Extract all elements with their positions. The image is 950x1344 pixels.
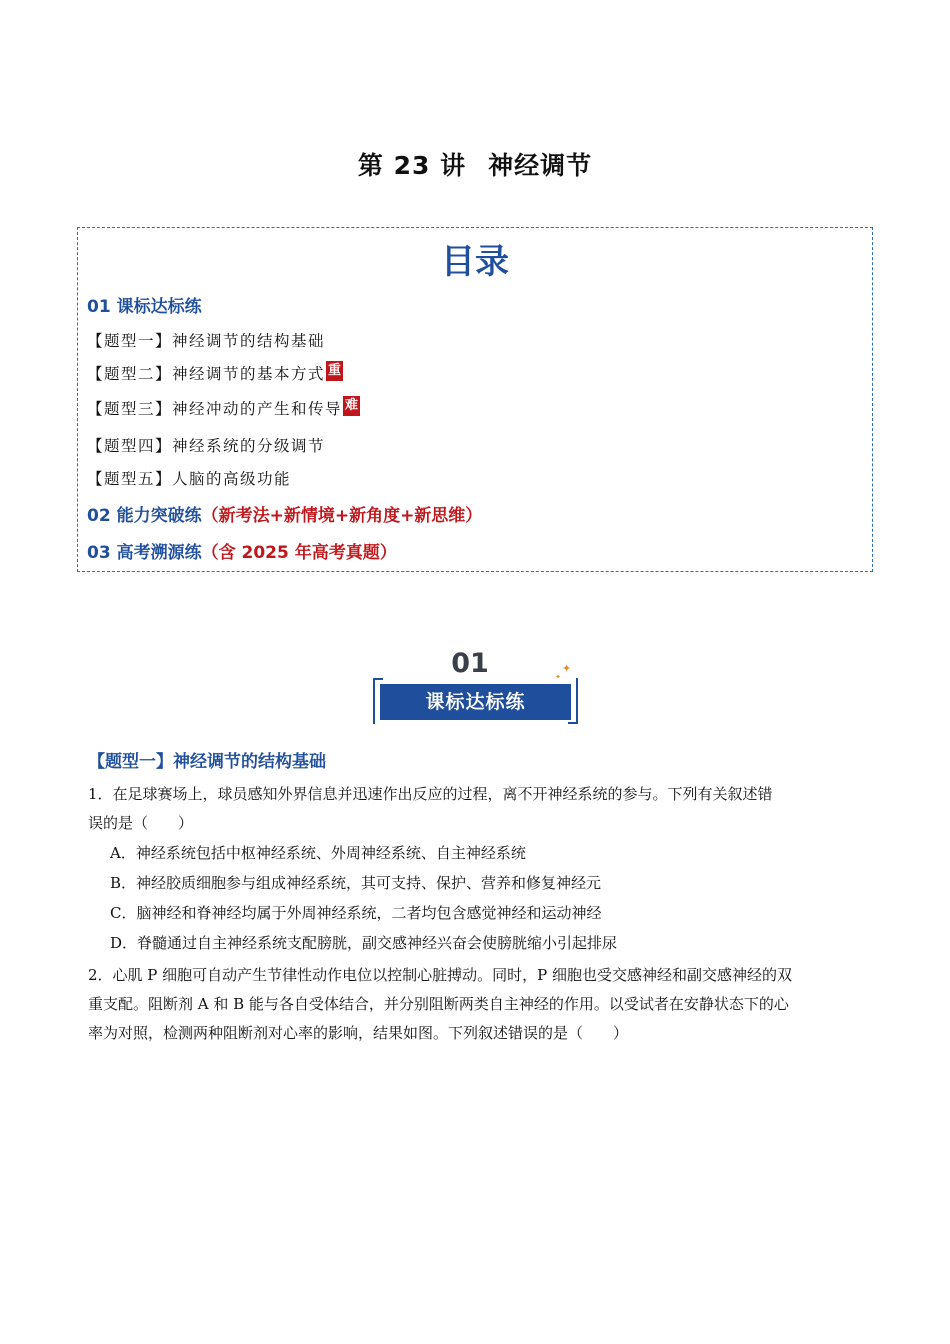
toc-section-3-subtitle: （含 2025 年高考真题） [201, 543, 397, 563]
difficult-badge: 难 [343, 396, 360, 416]
toc-section-3-title: 03 高考溯源练 [87, 543, 202, 563]
toc-item-type-5[interactable] [87, 467, 291, 489]
toc-item-label: 【题型五】人脑的高级功能 [87, 470, 292, 488]
section-banner [370, 648, 582, 726]
key-point-badge: 重 [326, 361, 343, 381]
question-1-option-a[interactable]: A．神经系统包括中枢神经系统、外周神经系统、自主神经系统 [110, 844, 526, 862]
toc-section-3[interactable] [87, 538, 397, 563]
question-1-option-c[interactable]: C．脑神经和脊神经均属于外周神经系统，二者均包含感觉神经和运动神经 [110, 904, 602, 922]
section-label: 课标达标练 [380, 684, 571, 720]
toc-item-label: 【题型三】神经冲动的产生和传导 [87, 400, 343, 418]
question-1-option-b[interactable]: B．神经胶质细胞参与组成神经系统，其可支持、保护、营养和修复神经元 [110, 874, 602, 892]
toc-section-1[interactable]: 01 课标达标练 [87, 297, 202, 317]
toc-item-type-3[interactable] [87, 397, 360, 419]
sparkle-icon: ✦ [562, 662, 572, 675]
lecture-topic: 神经调节 [488, 151, 593, 180]
toc-item-type-2[interactable] [87, 362, 343, 384]
toc-item-label: 【题型二】神经调节的基本方式 [87, 365, 326, 383]
question-2-stem-cont: 重支配。阻断剂 A 和 B 能与各自受体结合，并分别阻断两类自主神经的作用。以受试者在安静状态下的心 [88, 995, 789, 1013]
lecture-number: 第 23 讲 [357, 151, 467, 180]
question-1-stem-cont: 误的是（ ） [88, 814, 194, 832]
section-number: 01 [451, 648, 489, 679]
sparkle-icon: ✦ [555, 673, 561, 681]
question-2-stem: 2．心肌 P 细胞可自动产生节律性动作电位以控制心脏搏动。同时，P 细胞也受交感神经和副交感神经的双 [88, 966, 793, 984]
toc-item-type-4[interactable] [87, 434, 325, 456]
page-title [0, 146, 950, 182]
toc-section-2-subtitle: （新考法+新情境+新角度+新思维） [201, 506, 483, 526]
table-of-contents [77, 227, 873, 572]
toc-item-type-1[interactable] [87, 329, 325, 351]
toc-item-label: 【题型四】神经系统的分级调节 [87, 437, 326, 455]
question-1-option-d[interactable]: D．脊髓通过自主神经系统支配膀胱，副交感神经兴奋会使膀胱缩小引起排尿 [110, 934, 618, 952]
toc-heading: 目录 [441, 242, 509, 282]
toc-section-2[interactable] [87, 501, 482, 526]
toc-item-label: 【题型一】神经调节的结构基础 [87, 332, 326, 350]
question-2-stem-cont-2: 率为对照，检测两种阻断剂对心率的影响，结果如图。下列叙述错误的是（ ） [88, 1024, 629, 1042]
toc-section-2-title: 02 能力突破练 [87, 506, 202, 526]
question-1-stem: 1．在足球赛场上，球员感知外界信息并迅速作出反应的过程，离不开神经系统的参与。下列有关叙述错 [88, 785, 773, 803]
question-type-heading: 【题型一】神经调节的结构基础 [88, 752, 326, 772]
